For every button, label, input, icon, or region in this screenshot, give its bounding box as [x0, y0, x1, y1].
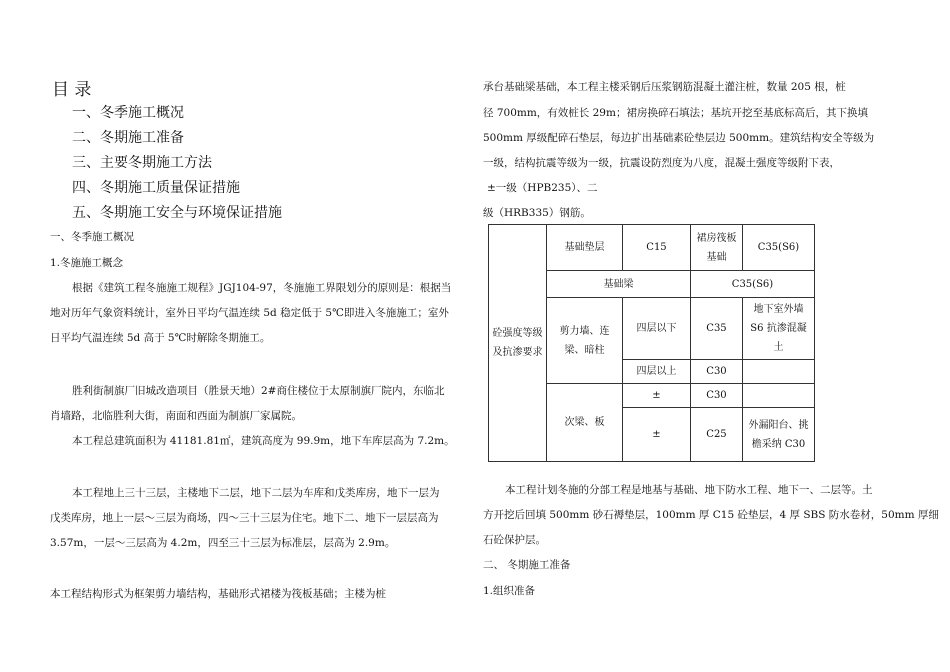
paragraph-line: ±一级（HPB235）、二 [487, 182, 598, 194]
paragraph-line: 一级，结构抗震等级为一级，抗震设防烈度为八度，混凝土强度等级附下表， [483, 157, 840, 169]
paragraph-line: 500mm 厚级配碎石垫层，每边扩出基础素砼垫层边 500mm。建筑结构安全等级为 [483, 132, 875, 144]
table-cell: C30 [691, 384, 743, 408]
subsection-heading-1: 1.冬施施工概念 [50, 257, 124, 269]
paragraph-line: 石砼保护层。 [483, 534, 546, 546]
table-cell: 四层以上 [623, 360, 691, 384]
toc-item-1: 一、冬季施工概况 [72, 105, 184, 121]
table-cell: 剪力墙、连梁、暗柱 [547, 298, 623, 384]
table-cell: 四层以下 [623, 298, 691, 360]
table-cell: C35(S6) [743, 225, 815, 271]
paragraph-line: 本工程地上三十三层，主楼地下二层，地下二层为车库和戊类库房，地下一层为 [72, 487, 440, 499]
table-row-header: 砼强度等级及抗渗要求 [489, 225, 547, 462]
table-cell [743, 360, 815, 384]
toc-item-5: 五、冬期施工安全与环境保证措施 [72, 205, 282, 221]
section-heading-1: 一、冬季施工概况 [50, 231, 134, 243]
table-cell: C35(S6) [691, 271, 815, 298]
paragraph-line: 径 700mm，有效桩长 29m；裙房换碎石填法；基坑开挖至基底标高后，其下换填 [483, 107, 868, 119]
paragraph-line: 本工程计划冬施的分部工程是地基与基础、地下防水工程、地下一、二层等。土 [505, 484, 873, 496]
paragraph-line: 日平均气温连续 5d 高于 5℃时解除冬期施工。 [50, 332, 271, 344]
table-cell: ± [623, 384, 691, 408]
paragraph-line: 本工程总建筑面积为 41181.81㎡，建筑高度为 99.9m，地下车库层高为 7.2m。 [72, 435, 455, 447]
table-cell: 次梁、板 [547, 384, 623, 462]
toc-item-4: 四、冬期施工质量保证措施 [72, 180, 240, 196]
section-heading-2: 二、 冬期施工准备 [483, 559, 571, 571]
paragraph-line: 戊类库房，地上一层～三层为商场，四～三十三层为住宅。地下二、地下一层层高为 [50, 512, 439, 524]
table-cell: 外漏阳台、挑檐采纳 C30 [743, 408, 815, 462]
paragraph-line: 承台基础梁基础，本工程主楼采钢后压浆钢筋混凝土灌注桩，数量 205 根，桩 [483, 81, 846, 93]
concrete-strength-table [488, 224, 815, 462]
paragraph-line: 地对历年气象资料统计，室外日平均气温连续 5d 稳定低于 5℃即进入冬施施工；室外 [50, 307, 449, 319]
table-cell [743, 384, 815, 408]
table-cell: C25 [691, 408, 743, 462]
subsection-heading-2: 1.组织准备 [483, 585, 536, 597]
table-cell: 基础梁 [547, 271, 691, 298]
table-cell: C15 [623, 225, 691, 271]
paragraph-line: 胜利街制旗厂旧城改造项目（胜景天地）2#商住楼位于太原制旗厂院内，东临北 [72, 385, 445, 397]
table-cell: ± [623, 408, 691, 462]
toc-item-2: 二、冬期施工准备 [72, 130, 184, 146]
table-cell: C35 [691, 298, 743, 360]
table-cell: 地下室外墙 S6 抗渗混凝土 [743, 298, 815, 360]
paragraph-line: 本工程结构形式为框架剪力墙结构，基础形式裙楼为筏板基础；主楼为桩 [50, 588, 386, 600]
paragraph-line: 3.57m，一层～三层高为 4.2m，四至三十三层为标准层，层高为 2.9m。 [50, 537, 396, 549]
paragraph-line: 根据《建筑工程冬施施工规程》JGJ104-97，冬施施工界限划分的原则是：根据当 [72, 282, 452, 294]
paragraph-line: 方开挖后回填 500mm 砂石褥垫层，100mm 厚 C15 砼垫层，4 厚 SBS 防水卷材，50mm 厚细 [483, 509, 939, 521]
toc-title: 目 录 [52, 80, 92, 100]
table-cell: 基础垫层 [547, 225, 623, 271]
toc-item-3: 三、主要冬期施工方法 [72, 155, 212, 171]
paragraph-line: 肖墙路，北临胜利大街，南面和西面为制旗厂家属院。 [50, 410, 302, 422]
table-cell: C30 [691, 360, 743, 384]
table-cell: 裙房筏板基础 [691, 225, 743, 271]
paragraph-line: 级（HRB335）钢筋。 [483, 207, 591, 219]
